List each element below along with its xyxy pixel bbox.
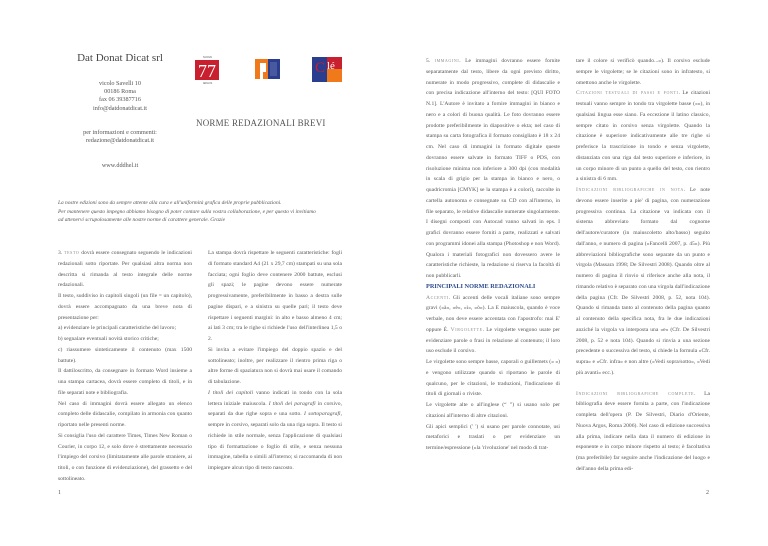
paragraph: Il dattiloscritto, da consegnare in formato Word insieme a una stampa cartacea, dovrà essere completo di titoli, e in file separati note e bibliografia. — [58, 368, 192, 396]
text: in corsivo, separati da due righe sopra e una sotto. — [208, 400, 342, 418]
paragraph: dovrà essere consegnato seguendo le indicazioni redazionali sotto riportate. Per qualsiasi altra norma non descritta si rimanda al testo integrale delle norme redazionali. — [58, 250, 192, 289]
paragraph — [576, 88, 710, 185]
page2-column1 — [426, 56, 560, 454]
paragraph — [426, 293, 560, 358]
paragraph — [576, 389, 710, 475]
section-heading: PRINCIPALI NORME REDAZIONALI — [426, 282, 536, 290]
paragraph: Le virgolette sono sempre basse, caporali o guillemets (« ») e vengono utilizzate quando si riportano le parole di qualcuno, per le citazioni, le traduzioni, l'indicazione di titoli di giornali o riviste. — [426, 359, 560, 398]
address-line: fax 06 39387716 — [99, 96, 141, 104]
document-title: NORME REDAZIONALI BREVI — [196, 118, 326, 128]
section-label: Virgolette — [450, 326, 483, 333]
svg-text:NUOVA: NUOVA — [202, 56, 213, 59]
paragraph: Il testo, suddiviso in capitoli singoli (un file = un capitolo), dovrà essere accompagnato da una breve nota di presentazione per: — [58, 293, 192, 321]
page-number: 2 — [706, 490, 709, 496]
page2-column2 — [576, 56, 710, 475]
list-item: c) riassumere sinteticamente il contenuto (max 1500 battute). — [58, 346, 192, 364]
list-item: a) evidenziare le principali caratteristiche del lavoro; — [58, 325, 177, 332]
text: . Gli accenti delle vocali italiane sono sempre gravi («à», «è», «ì», «ò»). La E maiuscola, quando è voce verbale, non deve essere accentata con l'apostrofo: mai E' oppure É. — [426, 294, 560, 333]
address-line: 00186 Roma — [104, 88, 136, 96]
arpa-logo — [250, 58, 281, 81]
section-label: immagini — [434, 58, 460, 64]
company-name: Dat Donat Dicat srl — [77, 52, 163, 64]
text: . Le note devono essere inserite a pie' di pagina, con numerazione progressiva continua. La citazione va indicata con il sistema abbreviato formato dal cognome dell'autore/curatore (in maiuscoletto alto/basso) seguito dall'anno, e numero di pagina («Fancelli 2007, p. 45»). Più abbreviazioni bibliografiche sono separate da un punto e virgola (Massara 1998; De Silvestri 2008). Quando oltre al numero di pagina il rinvio si riferisce anche alla nota, il rimando relativo è separato con una virgola dall'indicazione della pagina (Cfr. De Silvestri 2008, p. 52, nota 104). Quando si rimanda tanto al contenuto della pagina quanto al contenuto della specifica nota, fra le due indicazioni anziché la virgola va interposta una «e» (Cfr. De Silvestri 2008, p. 52 e nota 104). Quando si rinvia a una sezione precedente o successiva del testo, si chiede la formula «Cfr. supra» e «Cfr. infra» e non altre («Vedi sopra/sotto», «Vedi più avanti» ecc.). — [576, 187, 710, 376]
paragraph — [208, 388, 342, 474]
section-number: 3. — [58, 250, 63, 256]
nuova-argos-logo — [195, 55, 220, 85]
paragraph: tare il colore si verificò quando...»). Il corsivo esclude sempre le virgolette; se le citazioni sono in infratesto, si omettono anche le virgolette. — [576, 58, 710, 86]
page1-column2 — [208, 248, 342, 474]
list-item: b) segnalare eventuali novità storico critiche; — [58, 336, 159, 342]
intro-line: Per mantenere questo impegno abbiamo bisogno di poter contare sulla vostra collaborazione, e per questo vi invitiamo — [58, 208, 316, 215]
section-label: Indicazioni bibliografiche in nota — [576, 187, 684, 193]
paragraph: Le virgolette alte o all'inglese (“ ”) si usano solo per citazioni all'interno di altre citazioni. — [426, 402, 560, 419]
text: , sempre in corsivo, separati solo da una riga sopra. Il testo si richiede in stile normale, senza l'applicazione di qualsiasi tipo di formattazione o foglio di stile, e senza nessuna immagine, tabella o simili all'interno; si raccomanda di non impiegare alcun tipo di testo nascosto. — [208, 411, 342, 471]
website-link[interactable]: www.dddhel.it — [101, 162, 139, 169]
svg-text:77: 77 — [198, 61, 216, 81]
page1-column1 — [58, 248, 192, 485]
italic-term: I titoli dei paragrafi — [268, 400, 316, 407]
svg-text:ARGOS: ARGOS — [202, 82, 213, 85]
svg-text:lé: lé — [327, 60, 335, 72]
intro-line: La nostre edizioni sono da sempre attente alla cura e all'uniformità grafica delle proprie pubblicazioni. — [58, 200, 282, 206]
italic-term: I titoli dei capitoli — [208, 389, 254, 396]
info-email-link[interactable]: redazione@datdonatdicat.it — [85, 137, 155, 145]
paragraph — [576, 185, 710, 379]
email-link[interactable]: info@datdonatdicat.it — [93, 104, 147, 112]
section-label: Indicazioni bibliografiche complete — [576, 390, 695, 397]
text: vanno indicati in tondo con la sola lettera iniziale maiuscola. — [208, 389, 342, 407]
svg-text:C: C — [315, 60, 326, 76]
address-line: vicolo Savelli 10 — [99, 80, 141, 87]
italic-term: I sottoparagrafi — [304, 411, 341, 418]
paragraph: . Le immagini dovranno essere fornite separatamente dal testo, libere da ogni previsto diritto, numerate in modo progressivo, complete di didascalie e con precisa indicazione all'interno del testo: [QUI FOTO N.1]. L'Autore è invitato a fornire immagini in bianco e nero e a colori di buona qualità. Le foto dovranno essere prodotte preferibilmente in diapositive o ekta; nel caso di stampa su carta fotografica il formato consigliato è 18 x 24 cm. Nel caso di immagini in formato digitale queste dovranno essere salvate in formato TIFF o PDS, con risoluzione minima non inferiore a 300 dpi (con modalità in scala di grigio per la stampa in bianco e nero, o quadricromia [CMYK] se la stampa è a colori), raccolte in cartella autonoma e consegnate su CD con all'interno, in file separato, le relative didascalie numerate singolarmente. I disegni composti con Autocad vanno salvati in eps. I grafici dovranno essere forniti a parte, realizzati e salvati con programmi idonei alla stampa (Photoshop e non Word). Qualora i materiali fotografici non dovessero avere le caratteristiche richieste, la redazione si riserva la facoltà di non pubblicarli. — [426, 58, 560, 279]
intro-text — [58, 199, 316, 225]
contact-info — [60, 129, 180, 145]
section-label: testo — [64, 250, 80, 256]
company-address — [70, 80, 170, 113]
paragraph: Gli apici semplici (' ') si usano per parole connotate, usi metaforici e traslati o per evidenziare un termine/espressione («la 'rivoluzione' nel modo di trat- — [426, 423, 560, 451]
text: . Le citazioni testuali vanno sempre in tondo tra virgolette basse («»), in qualsiasi lingua esse siano. Fa eccezione il latino classico, sempre citato in corsivo senza virgolette. Quando la citazione è superiore indicativamente alle tre righe si preferisce la trascrizione in tondo e senza virgolette, distanziata con una riga dal testo superiore e inferiore, in un corpo minore di un punto a quello del testo, con rientro a sinistra di 6 mm. — [576, 90, 710, 183]
paragraph: La stampa dovrà rispettare le seguenti caratteristiche: fogli di formato standard A4 (21 x 29,7 cm) stampati su una sola facciata; ogni foglio deve contenere 2000 battute, esclusi gli spazi; le pagine devono essere numerate progressivamente, preferibilmente in basso a destra sulle pagine dispari, e a sinistra su quelle pari; il testo deve rispettare i seguenti margini: in alto e basso almeno 4 cm; ai lati 3 cm; tra le righe si richiede l'uso dell'interlinea 1,5 o 2. — [208, 250, 342, 342]
page-number: 1 — [58, 490, 61, 496]
paragraph: Si consiglia l'uso del carattere Times, Times New Roman o Courier, in corpo 12, e solo dove è strettamente necessario l'impiego del corsivo (limitatamente alle parole straniere, ai titoli, o con funzione di evidenziazione), del grassetto e del sottolineato. — [58, 432, 192, 482]
text: . Le virgolette vengono usate per evidenziare parole o frasi in relazione al contenuto; il loro uso esclude il corsivo. — [426, 326, 560, 355]
info-label: per informazioni e commenti: — [83, 129, 157, 136]
section-number: 5. — [426, 58, 431, 64]
paragraph: Si invita a evitare l'impiego del doppio spazio e del sottolineato; inoltre, per realizzare il rientro prima riga o altre forme di spaziatura non si dovrà mai usare il comando di tabulazione. — [208, 346, 342, 385]
section-label: Accenti — [426, 294, 449, 301]
cle-logo — [312, 57, 342, 82]
intro-line: ad attenervi scrupolosamente alle nostre norme di carattere generale. Grazie — [58, 217, 225, 224]
paragraph: Nel caso di immagini dovrà essere allegato un elenco completo delle didascalie, compilato in armonia con quanto riportato nelle presenti norme. — [58, 400, 192, 428]
text: . La bibliografia deve essere fornita a parte, con l'indicazione completa dell'opera (P. De Silvestri, Diario d'Oriente, Nuova Argos, Roma 2006). Nel caso di edizione successiva alla prima, indicare nella data il numero di edizione in esponente e in corpo minore rispetto al testo; è facoltativa (ma preferibile) far seguire anche l'indicazione del luogo e dell'anno della prima edi- — [576, 390, 711, 472]
section-label: Citazioni testuali di passi e fonti — [576, 90, 679, 97]
